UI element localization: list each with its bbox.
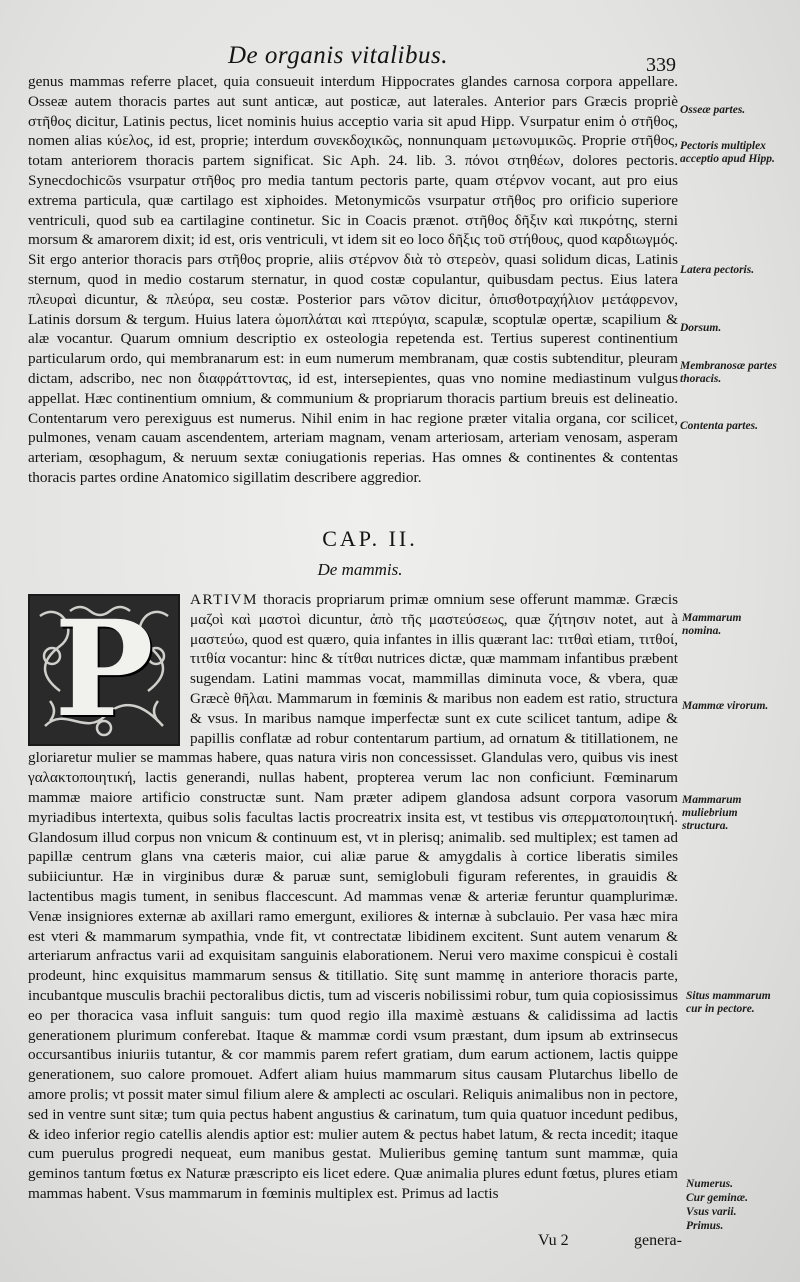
chapter-subtitle: De mammis. [317,560,403,579]
margin-note: Dorsum. [680,322,722,334]
margin-note: Situs mammarum cur in pectore. [686,990,771,1015]
body-text-section-2 [28,590,678,1210]
signature-mark: Vu 2 [538,1232,569,1249]
paragraph-text: thoracis propriarum primæ omnium sese offerunt mammæ. Græcis μαζοὶ καὶ μαστοὶ dicuntur, ἀπὸ τῆς μαστεύσεως, quæ ζήτησιν notet, aut à μαστεύω, quod est quæro, quia infantes in illis quærant lac: τιτθαὶ etiam, τιτθοί, τιτθία vocantur: hinc & τίτθαι nutrices dictæ, quæ mammam infantibus præbent sugendam. Latini mammas vocat, mammillas diminuta voce, & vbera, quæ Græcè θῆλαι. Mammarum in fœminis & maribus non eadem est ratio, structura & vsus. In maribus namque imperfectæ sunt ex cute scilicet tantum, adipe & papillis conflatæ ad robur contentarum partium, ad ornatum & titillationem, ne gloriaretur mulier se mammas habere, quas natura viris non concessisset. Glandulas vero, quibus vis inest γαλακτοποιητική, lactis generandi, nullas habent, propterea verum lac non conficiunt. Fœminarum mammæ maiore artificio constructæ sunt. Nam præter adipem glandosa adsunt corpora vasorum myriadibus intertexta, quibus solis facultas lactis procreatrix insita est, vt testibus vis σπερματοποιητική. Glandosum illud corpus non vnicum & continuum est, vt in plerisq; animalib. sed multiplex; est tamen ad papillæ centrum glans vna cæteris maior, cui aliæ parue & amygdalis à cortice liberatis similes subiiciuntur. Hæ in virginibus duræ & paruæ sunt, semiglobuli figuram referentes, in grauidis & lactentibus magis tument, in senibus flaccescunt. Ad mammas venæ & arteriæ feruntur quamplurimæ. Venæ insigniores externæ ab axillari ramo emergunt, exiliores & internæ à subclauio. Per vasa hæc mira est vteri & mammarum sympathia, vnde fit, vt contrectatæ libidinem excitent. Sunt autem venarum & arteriarum anfractus varii ad exquisitam sanguinis elaborationem. Nerui vero maxime conspicui è costali prodeunt, hinc exquisitus mammarum sensus & titillatio. Sitę sunt mammę in anteriore thoracis parte, incubantque musculis brachii pectoralibus dictis, tum ad visceris nobilissimi robur, tum quia copiosissimus eo per thoracica vasa influit sanguis: tum quod regio illa maximè æstuans & calidissima ad lactis generationem plurimum conferebat. Itaque & mammæ cordi vsum præstant, dum ipsum ab extrinsecus occursantibus iniuriis tutantur, & cor mammis parem refert gratiam, dum earum actionem, lactis quippe generationem, suo calore promouet. Adfert aliam huius mammarum situs causam Plutarchus libello de amore prolis; vt possit mater simul filium alere & amplecti ac osculari. Reliquis animalibus non in pectore, sed in ventre sunt sitæ; tum quia pectus habent angustius & carinatum, tum quia quatuor incedunt pedibus, & ideo inferior regio catellis alendis aptior est: mulier autem & pectus habet latum, & recta incedit; itaque cum puerulus progredi nequeat, eum manibus gestat. Mulieribus geminę tantum sunt mammæ, quia geminos tantum fœtus ex Naturæ præscripto eis licet edere. Quæ animalia plures edunt fœtus, plures etiam mammas habent. Vsus mammarum in fœminis multiplex est. Primus ad lactis [28,591,678,1202]
margin-note: Contenta partes. [680,420,758,432]
margin-note: Primus. [686,1220,724,1232]
margin-note: Latera pectoris. [680,264,755,276]
page-footer [0,1232,800,1256]
margin-note: Osseæ partes. [680,104,746,116]
drop-cap-letter: P [54,592,154,747]
margin-note: Mammarum nomina. [682,612,742,637]
margin-note: Mammarum muliebrium structura. [682,794,742,832]
margin-note: Numerus. [686,1178,733,1190]
margin-note: Membranosæ partes thoracis. [680,360,777,385]
decorated-initial [28,594,180,746]
catchword: genera- [634,1232,682,1249]
page-number: 339 [646,54,676,76]
body-text-section-1 [28,72,678,532]
margin-note: Vsus varii. [686,1206,737,1218]
running-title: De organis vitalibus. [228,42,448,69]
first-word: ARTIVM [190,591,258,608]
margin-note: Mammæ virorum. [682,700,769,712]
chapter-heading: CAP. II. [322,526,418,551]
paragraph: genus mammas referre placet, quia consueuit interdum Hippocrates glandes carnosa corpora appellare. Osseæ autem thoracis partes aut sunt anticæ, aut posticæ, aut laterales. Anterior pars Græcis propriè στῆθος dicitur, Latinis pectus, licet nominis huius acceptio varia sit apud Hipp. Vsurpatur enim ὁ στῆθος, nomen alias κύελος, id est, proprie; interdum συνεκδοχικῶς, nonnunquam μετωνυμικῶς. Proprie στῆθος, totam anteriorem thoracis partem significat. Sic Aph. 24. lib. 3. πόνοι στηθέων, dolores pectoris. Synecdochicῶs vsurpatur στῆθος pro media tantum pectoris parte, quam στέρνον vocant, aut pro eius extrema particula, quæ cartilago est xiphoides. Metonymicῶs vsurpatur στῆθος pro orificio superiore ventriculi, quod sub ea cartilagine continetur. Sic in Coacis prænot. στῆθος δῆξιν καὶ πικρότης, sterni morsum & amarorem dixit; id est, oris ventriculi, vt idem sit eo loco δῆξις τοῦ στήθους, quod καρδιωγμός. Sit ergo anterior thoracis pars στῆθος proprie, aliis στέρνον διὰ τὸ στερεὸν, quasi solidum dicas, Latinis sternum, quod in medio costarum sternatur, in quod costæ copulantur, quibusdam pectus. Eius latera πλευραὶ dicuntur, & πλεύρα, seu costæ. Posterior pars νῶτον dicitur, ὀπισθοτραχήλιον μετάφρενον, Latinis dorsum & tergum. Huius latera ὠμοπλάται καὶ πτερύγια, scapulæ, scoptulæ opertæ, scapilium & alæ vocantur. Quarum omnium descriptio ex osteologia repetenda est. Tertius superest continentium particularum ordo, qui membranarum est: in eum numerum membranam, quæ costis subtenditur, pleuram dictam, adscribo, nec non διαφράττοντας, id est, intersepientes, quas vno nomine mediastinum vulgus appellat. Hæc continentium omnium, & communium & propriarum thoracis partium breuis est delineatio. Contentarum vero perexiguus est numerus. Nihil enim in hac regione præter vitalia organa, cor scilicet, pulmones, venam cauam ascendentem, arteriam magnam, venam arteriosam, arteriam venosam, asperam arteriam, œsophagum, & neruum sextæ coniugationis reperias. Has omnes & continentes & contentas thoracis partes ordine Anatomico sigillatim describere aggredior. [28,73,678,486]
margin-note: Pectoris multiplex acceptio apud Hipp. [680,140,775,165]
margin-note: Cur geminæ. [686,1192,748,1204]
